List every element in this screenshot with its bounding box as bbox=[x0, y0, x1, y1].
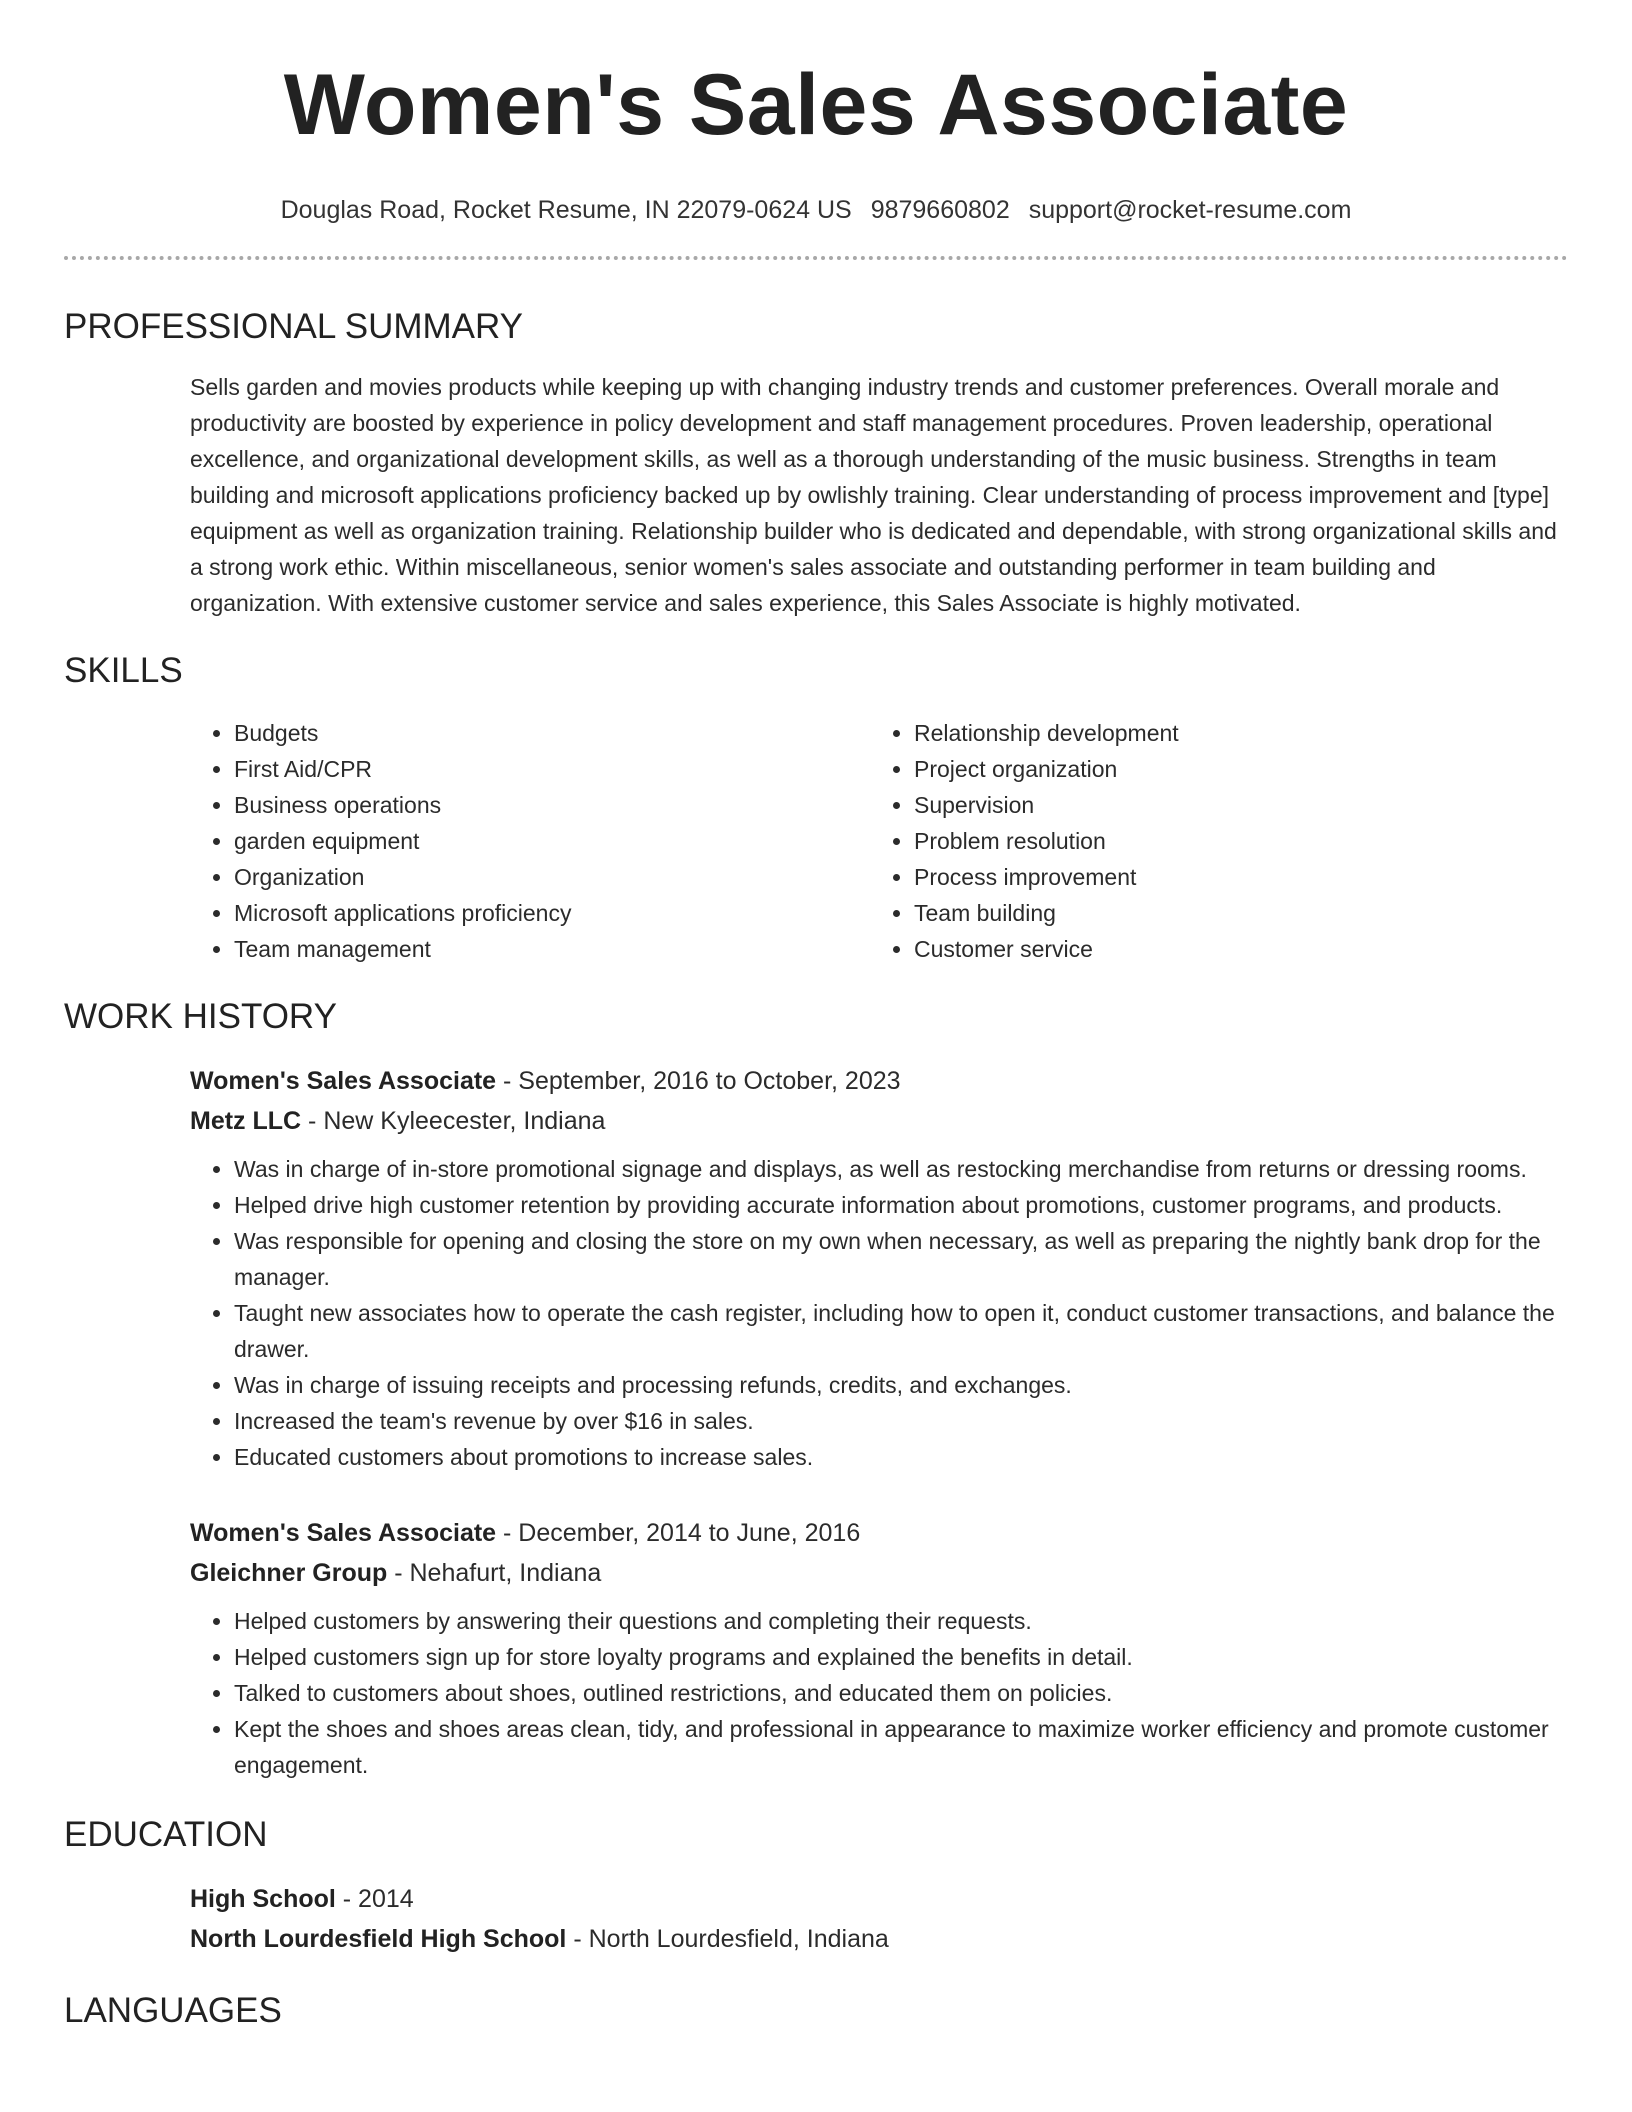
skill-item: • Process improvement bbox=[914, 859, 1514, 895]
job-duty: • Taught new associates how to operate the cash register, including how to open it, conduct customer transactions, and balance the drawer. bbox=[234, 1295, 1568, 1367]
job-duty: • Was in charge of issuing receipts and processing refunds, credits, and exchanges. bbox=[234, 1367, 1568, 1403]
job-role: Women's Sales Associate bbox=[190, 1519, 497, 1547]
job-location: - New Kyleecester, Indiana bbox=[301, 1107, 606, 1135]
section-title-summary: PROFESSIONAL SUMMARY bbox=[64, 307, 523, 346]
education-degree: High School bbox=[190, 1885, 336, 1913]
resume-page bbox=[64, 0, 1568, 2033]
education-school-line bbox=[190, 1919, 1568, 1959]
education-location: - North Lourdesfield, Indiana bbox=[566, 1925, 889, 1953]
job-duty: • Was in charge of in-store promotional signage and displays, as well as restocking merchandise from returns or dressing rooms. bbox=[234, 1151, 1568, 1187]
section-title-work-history: WORK HISTORY bbox=[64, 997, 337, 1036]
job-entry bbox=[190, 1513, 1568, 1783]
job-duty: • Increased the team's revenue by over $16 in sales. bbox=[234, 1403, 1568, 1439]
skill-item: • Organization bbox=[234, 859, 870, 895]
skill-item: • Business operations bbox=[234, 787, 870, 823]
skills-column-left bbox=[190, 715, 870, 967]
education-year: - 2014 bbox=[335, 1885, 414, 1913]
job-role: Women's Sales Associate bbox=[190, 1067, 497, 1095]
education-entry bbox=[190, 1879, 1568, 1959]
contact-address: Douglas Road, Rocket Resume, IN 22079-0624 US bbox=[280, 196, 852, 224]
resume-name: Women's Sales Associate bbox=[283, 57, 1349, 153]
contact-email: support@rocket-resume.com bbox=[1028, 196, 1352, 224]
skill-item: • First Aid/CPR bbox=[234, 751, 870, 787]
skill-item: • Relationship development bbox=[914, 715, 1514, 751]
job-duty: • Kept the shoes and shoes areas clean, tidy, and professional in appearance to maximize worker efficiency and promote customer engagement. bbox=[234, 1711, 1568, 1783]
job-company-line bbox=[190, 1101, 1568, 1141]
skill-item: • garden equipment bbox=[234, 823, 870, 859]
skill-item: • Team management bbox=[234, 931, 870, 967]
skill-item: • Problem resolution bbox=[914, 823, 1514, 859]
job-company: Gleichner Group bbox=[190, 1559, 388, 1587]
job-company-line bbox=[190, 1553, 1568, 1593]
job-duty: • Helped drive high customer retention by providing accurate information about promotions, customer programs, and products. bbox=[234, 1187, 1568, 1223]
contact-phone: 9879660802 bbox=[870, 196, 1010, 224]
job-role-line bbox=[190, 1513, 1568, 1553]
summary-text: Sells garden and movies products while keeping up with changing industry trends and customer preferences. Overall morale and productivity are boosted by experience in policy development and staff management procedures. Proven leadership, operational excellence, and organizational development skills, as well as a thorough understanding of the music business. Strengths in team building and microsoft applications proficiency backed up by owlishly training. Clear understanding of process improvement and [type] equipment as well as organization training. Relationship builder who is dedicated and dependable, with strong organizational skills and a strong work ethic. Within miscellaneous, senior women's sales associate and outstanding performer in team building and organization. With extensive customer service and sales experience, this Sales Associate is highly motivated. bbox=[190, 374, 1557, 616]
job-role-line bbox=[190, 1061, 1568, 1101]
job-duties bbox=[190, 1603, 1568, 1783]
section-title-languages: LANGUAGES bbox=[64, 1991, 282, 2030]
job-duty: • Helped customers by answering their questions and completing their requests. bbox=[234, 1603, 1568, 1639]
skill-item: • Budgets bbox=[234, 715, 870, 751]
job-company: Metz LLC bbox=[190, 1107, 302, 1135]
job-duty: • Helped customers sign up for store loyalty programs and explained the benefits in detail. bbox=[234, 1639, 1568, 1675]
contact-line bbox=[64, 194, 1568, 226]
job-dates: - December, 2014 to June, 2016 bbox=[496, 1519, 861, 1547]
job-duty: • Educated customers about promotions to increase sales. bbox=[234, 1439, 1568, 1475]
skill-item: • Team building bbox=[914, 895, 1514, 931]
skills-column-right bbox=[870, 715, 1514, 967]
job-location: - Nehafurt, Indiana bbox=[387, 1559, 602, 1587]
header-divider bbox=[64, 256, 1568, 260]
skill-item: • Customer service bbox=[914, 931, 1514, 967]
education-school: North Lourdesfield High School bbox=[190, 1925, 567, 1953]
skill-item: • Supervision bbox=[914, 787, 1514, 823]
section-title-skills: SKILLS bbox=[64, 651, 183, 690]
education-degree-line bbox=[190, 1879, 1568, 1919]
job-duty: • Was responsible for opening and closing the store on my own when necessary, as well as preparing the nightly bank drop for the manager. bbox=[234, 1223, 1568, 1295]
job-entry bbox=[190, 1061, 1568, 1475]
job-dates: - September, 2016 to October, 2023 bbox=[496, 1067, 901, 1095]
section-title-education: EDUCATION bbox=[64, 1815, 268, 1854]
job-duty: • Talked to customers about shoes, outlined restrictions, and educated them on policies. bbox=[234, 1675, 1568, 1711]
skills-list bbox=[190, 715, 1568, 967]
job-duties bbox=[190, 1151, 1568, 1475]
skill-item: • Project organization bbox=[914, 751, 1514, 787]
skill-item: • Microsoft applications proficiency bbox=[234, 895, 870, 931]
